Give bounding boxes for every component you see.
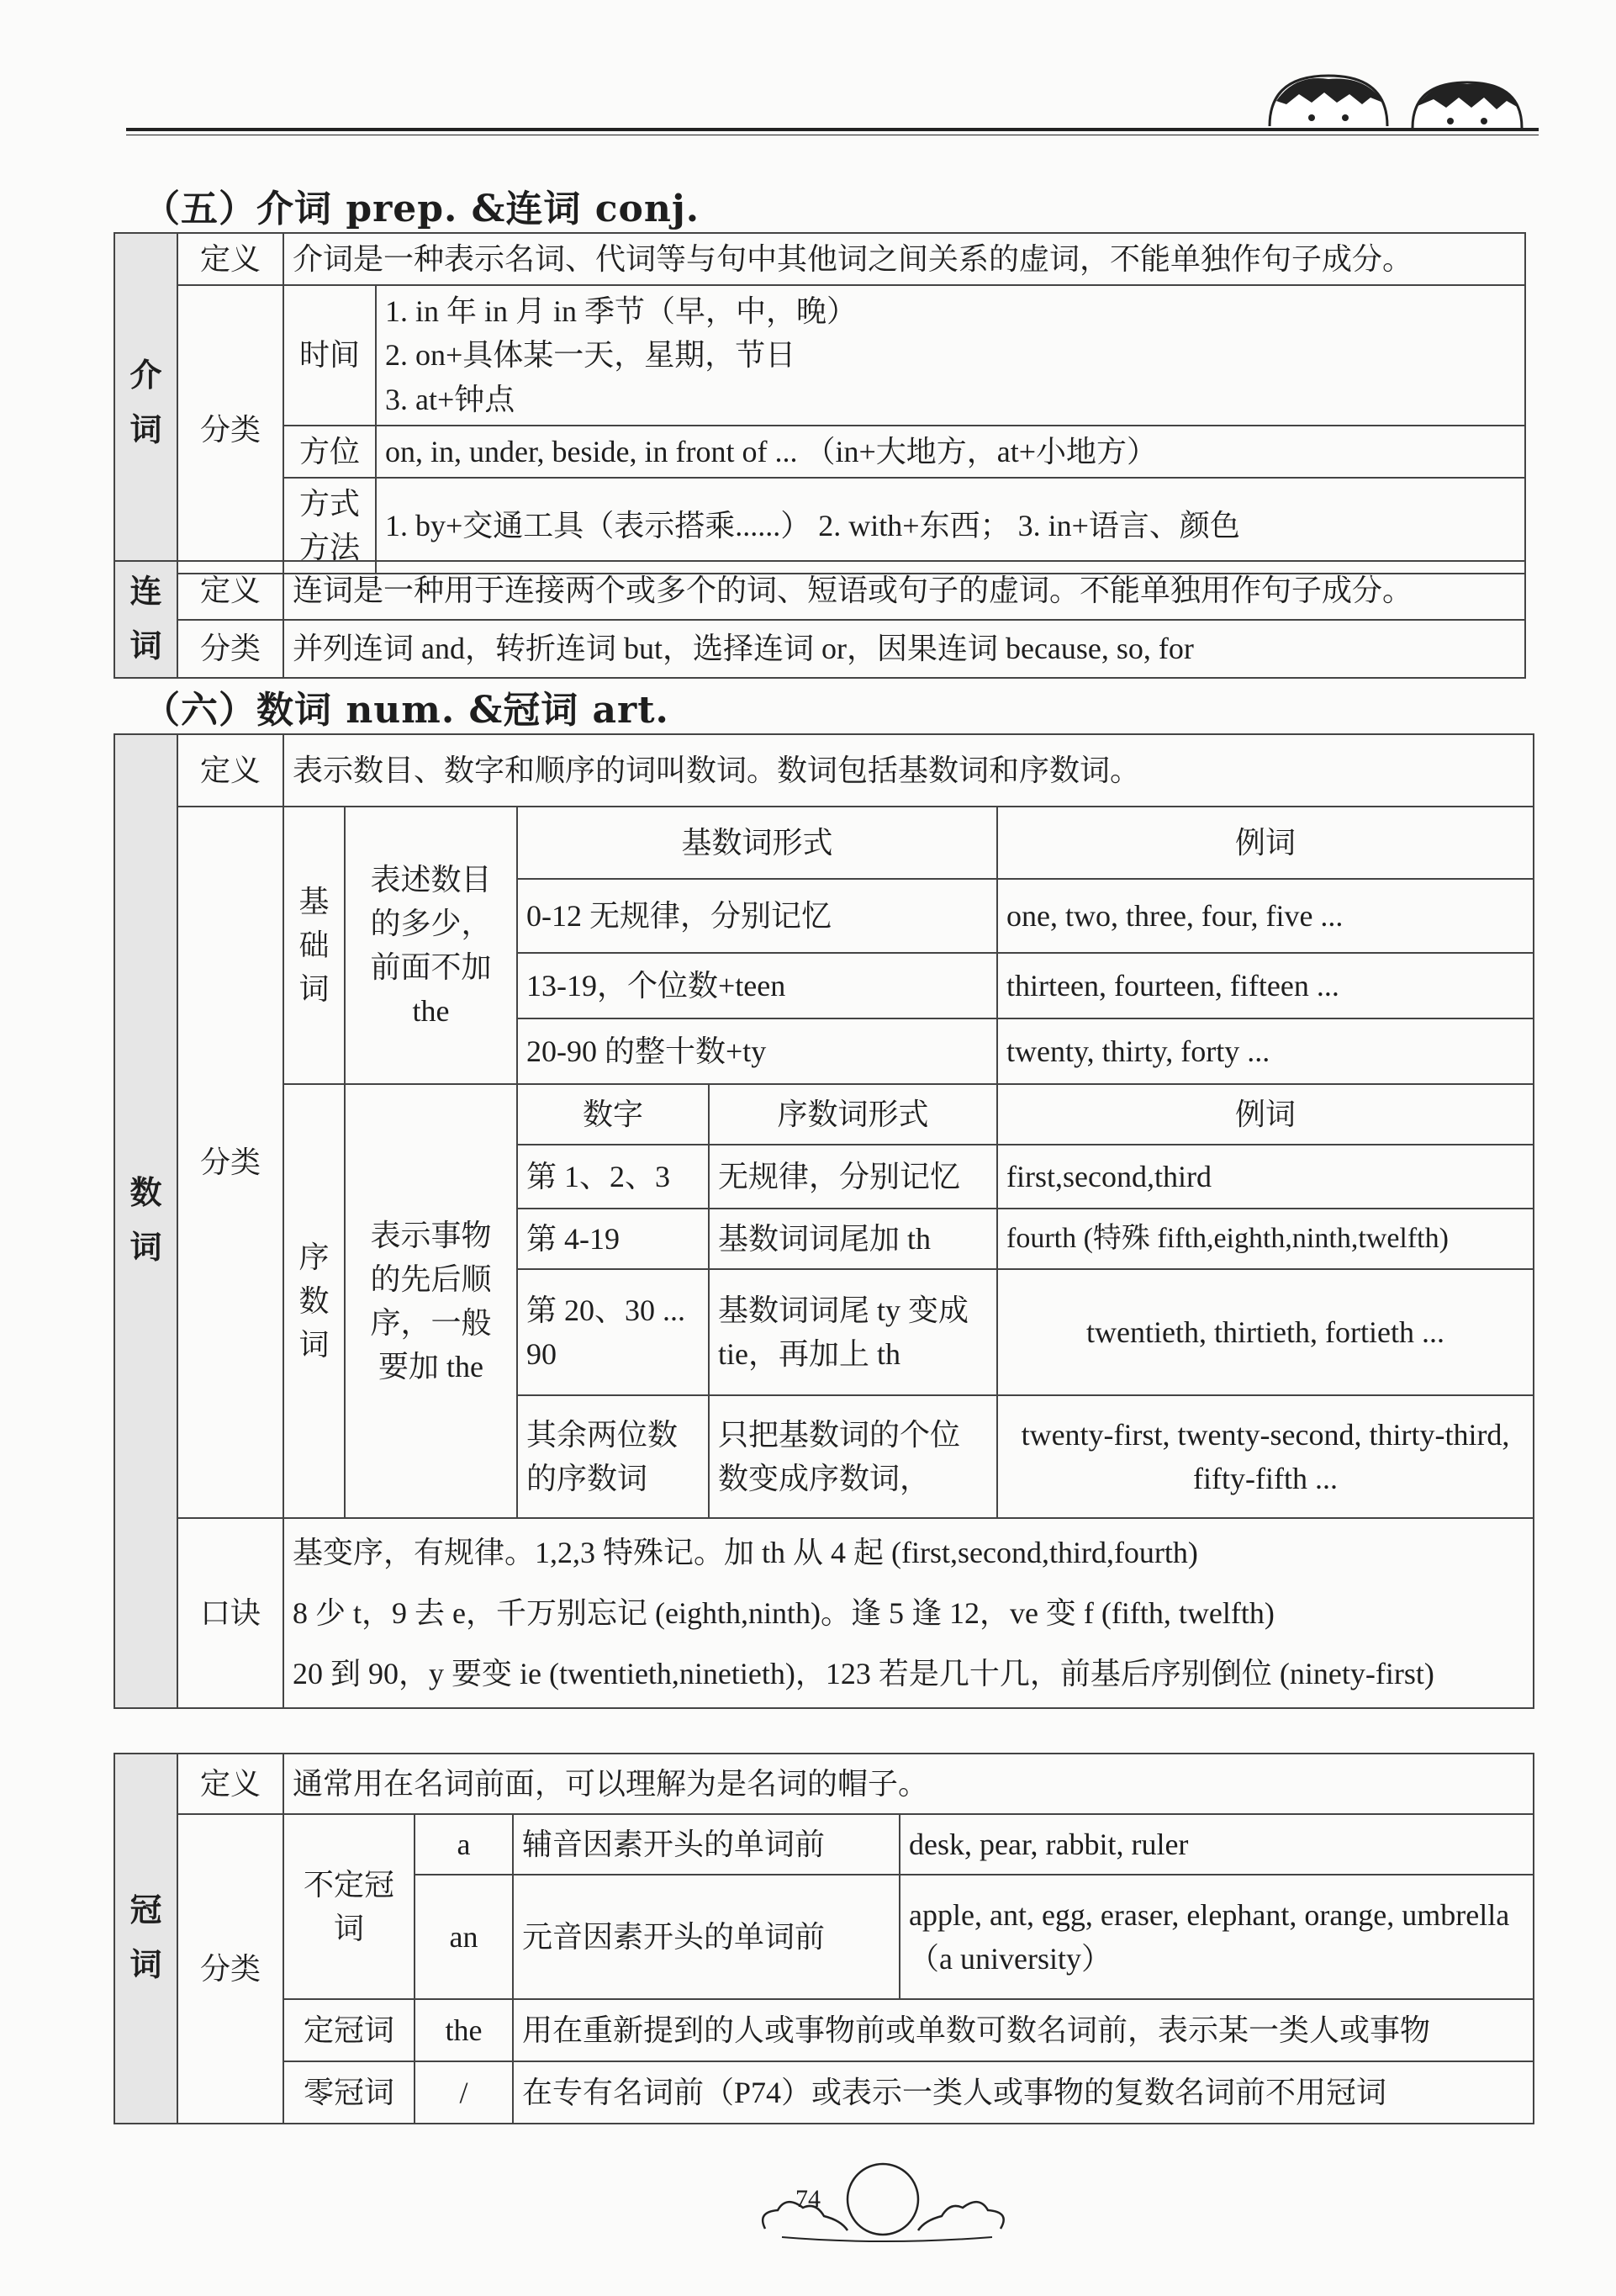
article-a-rule: 辅音因素开头的单词前 — [513, 1814, 900, 1875]
conj-side-label: 连词 — [114, 561, 177, 678]
art-def-label: 定义 — [177, 1754, 283, 1814]
cardinal-head-example: 例词 — [997, 807, 1534, 879]
cartoon-faces-icon — [1261, 67, 1530, 135]
article-table — [114, 1753, 1534, 2124]
art-definition: 通常用在名词前面，可以理解为是名词的帽子。 — [283, 1754, 1534, 1814]
section5-title: （五）介词 prep. &连词 conj. — [143, 188, 700, 230]
article-the-rule: 用在重新提到的人或事物前或单数可数名词前，表示某一类人或事物 — [513, 1999, 1534, 2061]
prep-time-item: 2. on+具体某一天，星期，节日 — [385, 338, 796, 373]
article-a: a — [415, 1814, 513, 1875]
ordinal-example-cell: twenty-first, twenty-second, thirty-third, fifty-fifth ... — [997, 1395, 1534, 1518]
ordinal-desc-line: 序，一般 — [370, 1306, 492, 1340]
ordinal-desc — [345, 1084, 517, 1518]
rhyme-label: 口诀 — [177, 1518, 283, 1708]
ordinal-desc-line: 要加 the — [378, 1350, 483, 1384]
article-an: an — [415, 1875, 513, 1999]
article-a-examples: desk, pear, rabbit, ruler — [900, 1814, 1534, 1875]
ordinal-head-example: 例词 — [997, 1084, 1534, 1145]
prep-method-label-2: 方法 — [298, 531, 360, 565]
ordinal-form-cell: 只把基数词的个位数变成序数词， — [709, 1395, 997, 1518]
prep-method: 1. by+交通工具（表示搭乘......） 2. with+东西； 3. in+语言、颜色 — [376, 478, 1525, 574]
article-an-rule: 元音因素开头的单词前 — [513, 1875, 900, 1999]
numeral-table — [114, 733, 1534, 1709]
indefinite-label: 不定冠词 — [283, 1814, 415, 1999]
ordinal-example-cell: twentieth, thirtieth, fortieth ... — [997, 1269, 1534, 1395]
prep-method-label-1: 方式 — [298, 486, 360, 521]
prep-table — [114, 232, 1526, 574]
cardinal-form-cell: 0-12 无规律，分别记忆 — [517, 879, 997, 953]
conj-table — [114, 560, 1526, 679]
ordinal-example-cell: fourth (特殊 fifth,eighth,ninth,twelfth) — [997, 1209, 1534, 1269]
cardinal-example-cell: twenty, thirty, forty ... — [997, 1018, 1534, 1084]
cardinal-desc-line: 的多少， — [370, 906, 492, 940]
conj-cat-label: 分类 — [177, 620, 283, 679]
article-an-examples: apple, ant, egg, eraser, elephant, orange, umbrella （a university） — [900, 1875, 1534, 1999]
cardinal-desc — [345, 807, 517, 1084]
definite-label: 定冠词 — [283, 1999, 415, 2061]
conj-def-label: 定义 — [177, 561, 283, 620]
cardinal-desc-line: 前面不加 — [370, 950, 492, 984]
cardinal-form-cell: 20-90 的整十数+ty — [517, 1018, 997, 1084]
cardinal-head-form: 基数词形式 — [517, 807, 997, 879]
num-cat-label: 分类 — [177, 807, 283, 1518]
cardinal-desc-line: 表述数目 — [370, 862, 492, 897]
num-side-label: 数词 — [114, 734, 177, 1708]
prep-place: on, in, under, beside, in front of ... （in+大地方，at+小地方） — [376, 426, 1525, 478]
prep-definition: 介词是一种表示名词、代词等与句中其他词之间关系的虚词，不能单独作句子成分。 — [283, 233, 1525, 285]
num-def-label: 定义 — [177, 734, 283, 807]
zero-article-label: 零冠词 — [283, 2061, 415, 2124]
rhyme-line: 基变序，有规律。1,2,3 特殊记。加 th 从 4 起 (first,second,third,fourth) — [293, 1536, 1198, 1569]
prep-side-label: 介词 — [114, 233, 177, 574]
conj-definition: 连词是一种用于连接两个或多个的词、短语或句子的虚词。不能单独用作句子成分。 — [283, 561, 1525, 620]
prep-place-label: 方位 — [283, 426, 376, 478]
section6-title: （六）数词 num. &冠词 art. — [143, 689, 669, 732]
rhyme-line: 20 到 90，y 要变 ie (twentieth,ninetieth)，123 若是几十几，前基后序别倒位 (ninety-first) — [293, 1657, 1434, 1690]
rhyme-line: 8 少 t，9 去 e，千万别忘记 (eighth,ninth)。逢 5 逢 12，ve 变 f (fifth, twelfth) — [293, 1596, 1275, 1630]
ordinal-form-cell: 无规律，分别记忆 — [709, 1145, 997, 1209]
page-number: 74 — [795, 2185, 821, 2213]
art-cat-label: 分类 — [177, 1814, 283, 2124]
ordinal-head-number: 数字 — [517, 1084, 709, 1145]
ordinal-number-cell: 第 20、30 ... 90 — [517, 1269, 709, 1395]
cardinal-form-cell: 13-19，个位数+teen — [517, 953, 997, 1018]
article-the: the — [415, 1999, 513, 2061]
ordinal-head-form: 序数词形式 — [709, 1084, 997, 1145]
ordinal-desc-line: 表示事物 — [370, 1218, 492, 1252]
ordinal-label: 序数词 — [283, 1084, 345, 1518]
cardinal-example-cell: one, two, three, four, five ... — [997, 879, 1534, 953]
ordinal-example-cell: first,second,third — [997, 1145, 1534, 1209]
ordinal-number-cell: 第 4-19 — [517, 1209, 709, 1269]
prep-time-list — [376, 285, 1525, 426]
prep-def-label: 定义 — [177, 233, 283, 285]
ordinal-desc-line: 的先后顺 — [370, 1262, 492, 1296]
ordinal-number-cell: 其余两位数的序数词 — [517, 1395, 709, 1518]
ordinal-form-cell: 基数词词尾加 th — [709, 1209, 997, 1269]
zero-article-rule: 在专有名词前（P74）或表示一类人或事物的复数名词前不用冠词 — [513, 2061, 1534, 2124]
prep-time-item: 3. at+钟点 — [385, 382, 515, 416]
cardinal-example-cell: thirteen, fourteen, fifteen ... — [997, 953, 1534, 1018]
cardinal-desc-line: the — [412, 994, 450, 1029]
conj-categories: 并列连词 and，转折连词 but，选择连词 or，因果连词 because, so, for — [283, 620, 1525, 679]
zero-article-slash: / — [415, 2061, 513, 2124]
prep-cat-label: 分类 — [177, 285, 283, 574]
prep-time-item: 1. in 年 in 月 in 季节（早，中，晚） — [385, 294, 858, 329]
rhyme-text — [283, 1518, 1534, 1708]
cardinal-label: 基础词 — [283, 807, 345, 1084]
prep-time-label: 时间 — [283, 285, 376, 426]
num-definition: 表示数目、数字和顺序的词叫数词。数词包括基数词和序数词。 — [283, 734, 1534, 807]
ordinal-number-cell: 第 1、2、3 — [517, 1145, 709, 1209]
art-side-label: 冠词 — [114, 1754, 177, 2124]
ordinal-form-cell: 基数词词尾 ty 变成 tie，再加上 th — [709, 1269, 997, 1395]
